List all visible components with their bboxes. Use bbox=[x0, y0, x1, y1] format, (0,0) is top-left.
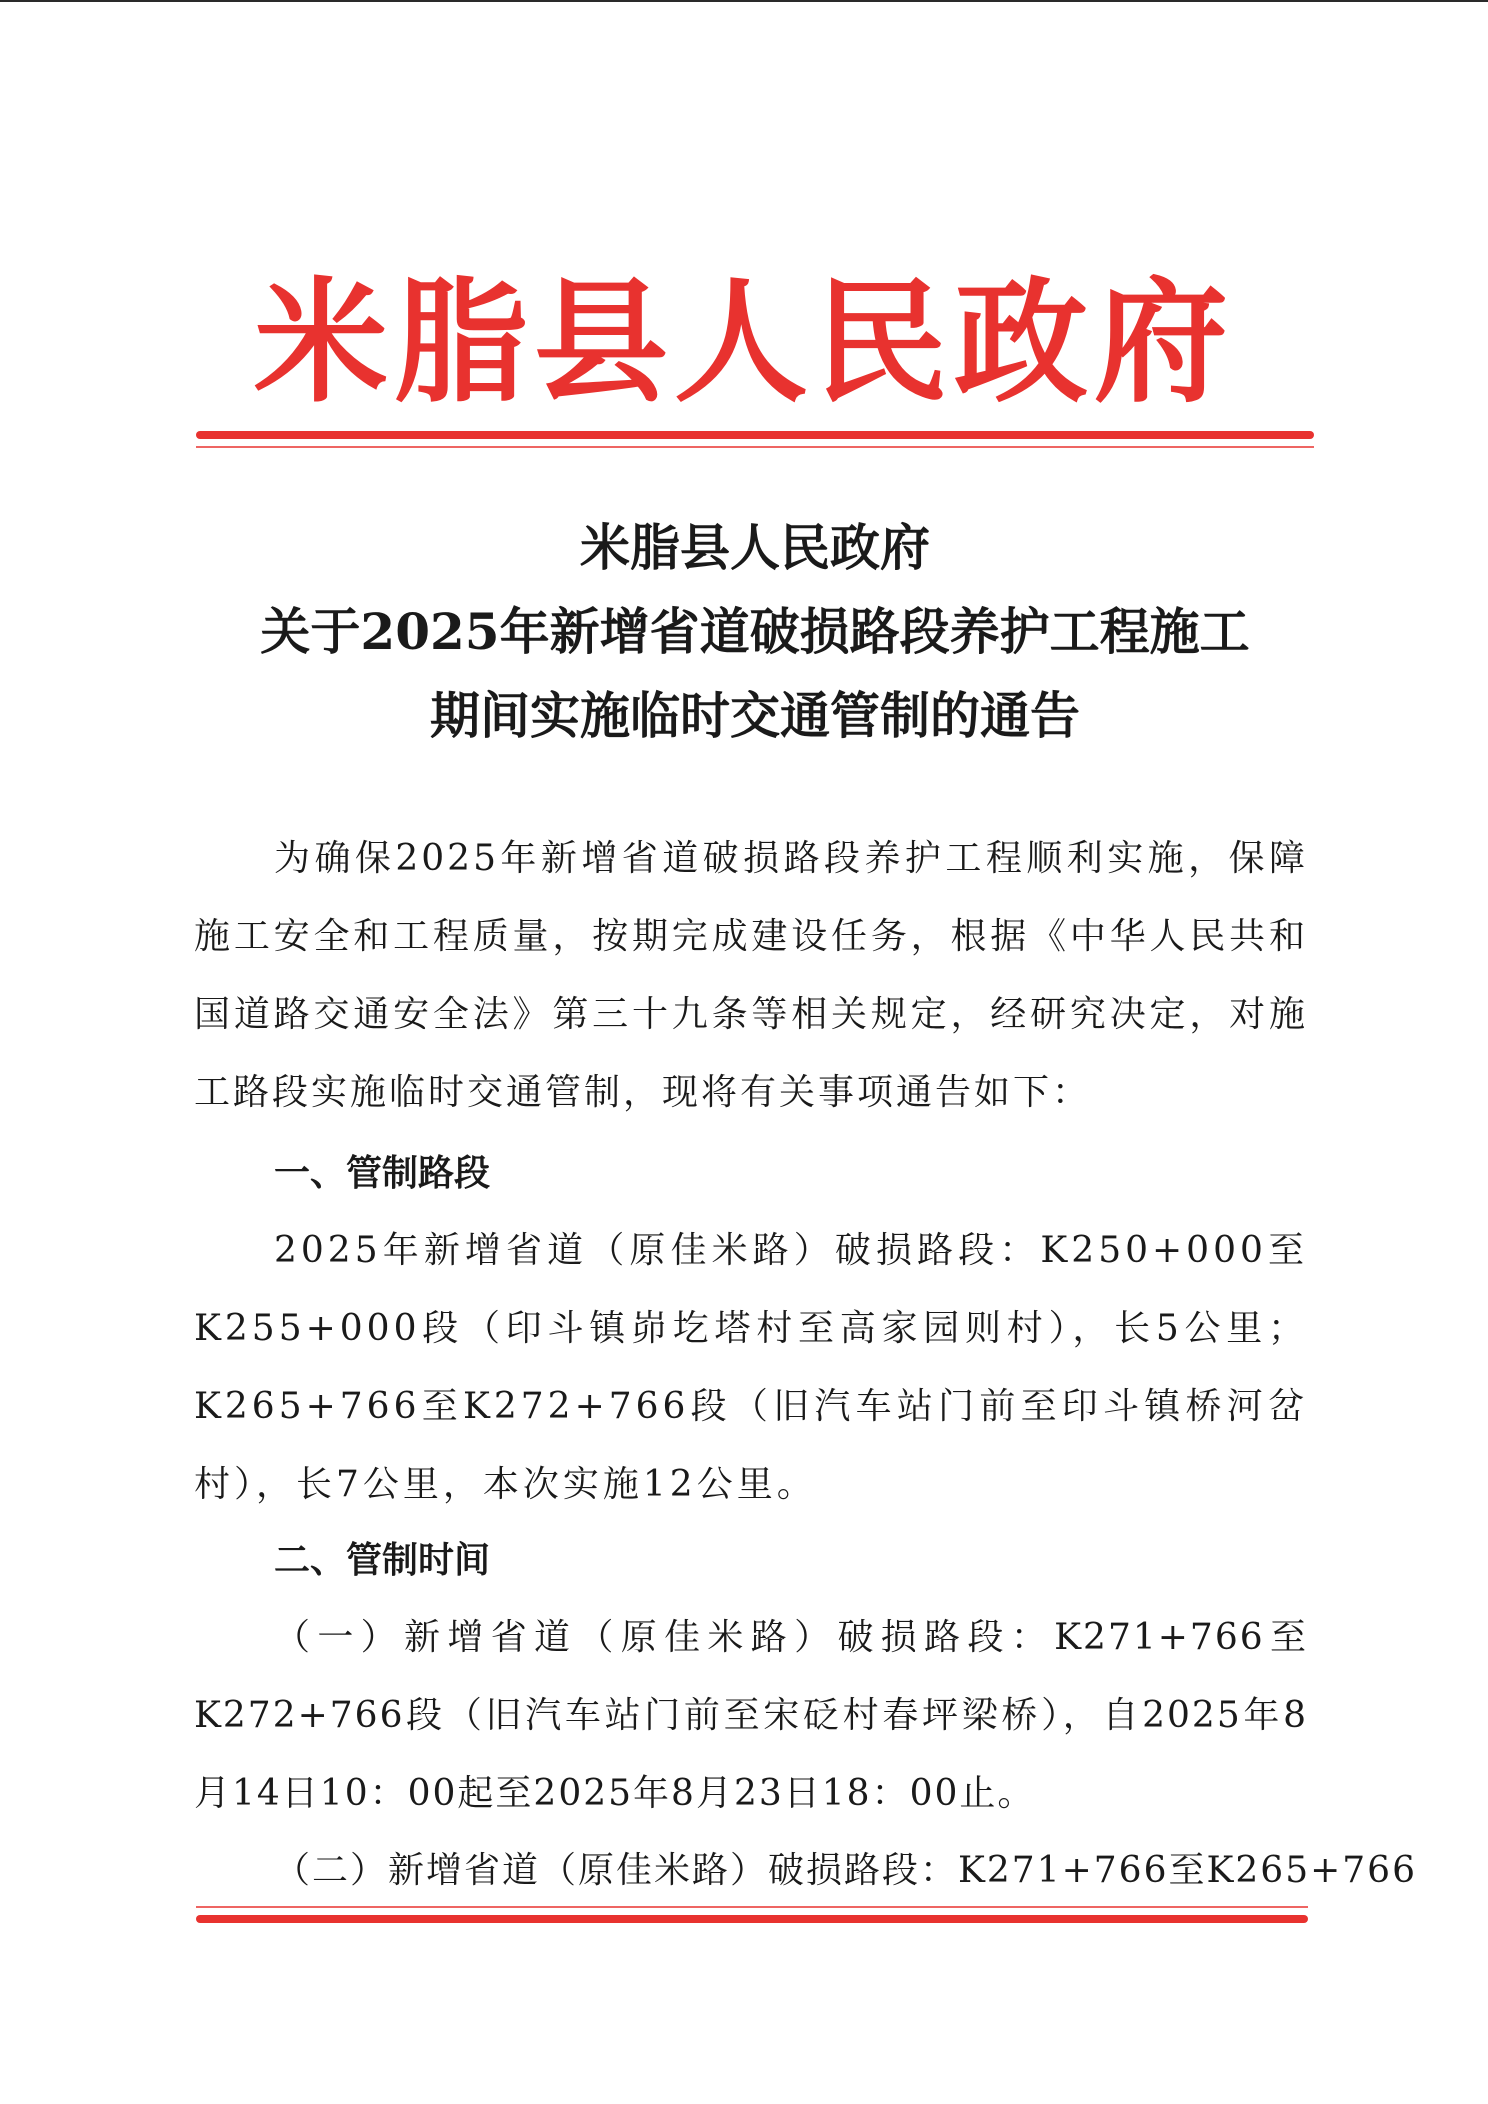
section-2-item-1: （一）新增省道（原佳米路）破损路段：K271+766至K272+766段（旧汽车站门前至宋砭村春坪梁桥），自2025年8月14日10：00起至2025年8月23日18：00止。 bbox=[194, 1617, 1308, 1814]
title-line-2: 关于2025年新增省道破损路段养护工程施工 bbox=[260, 602, 1250, 661]
footer-red-rule-thin bbox=[196, 1906, 1308, 1908]
section-2-item-2: （二）新增省道（原佳米路）破损路段：K271+766至K265+766 bbox=[274, 1850, 1417, 1891]
intro-paragraph: 为确保2025年新增省道破损路段养护工程顺利实施，保障施工安全和工程质量，按期完成建设任务，根据《中华人民共和国道路交通安全法》第三十九条等相关规定，经研究决定，对施工路段实施临时交通管制，现将有关事项通告如下： bbox=[194, 838, 1308, 1113]
footer-red-rule-thick bbox=[196, 1915, 1308, 1923]
section-1-heading: 一、管制路段 bbox=[274, 1153, 491, 1194]
scan-top-border bbox=[0, 0, 1488, 2]
red-masthead-issuer: 米脂县人民政府 bbox=[253, 265, 1234, 421]
section-1-paragraph: 2025年新增省道（原佳米路）破损路段：K250+000至K255+000段（印斗镇峁圪塔村至高家园则村），长5公里；K265+766至K272+766段（旧汽车站门前至印斗镇桥河岔村），长7公里，本次实施12公里。 bbox=[194, 1230, 1308, 1505]
title-line-3: 期间实施临时交通管制的通告 bbox=[430, 686, 1080, 745]
section-2-heading: 二、管制时间 bbox=[274, 1540, 491, 1581]
document-title bbox=[196, 506, 1314, 758]
title-line-1: 米脂县人民政府 bbox=[580, 518, 930, 577]
masthead-red-rule-thick bbox=[196, 431, 1314, 439]
masthead-red-rule-thin bbox=[196, 446, 1314, 448]
